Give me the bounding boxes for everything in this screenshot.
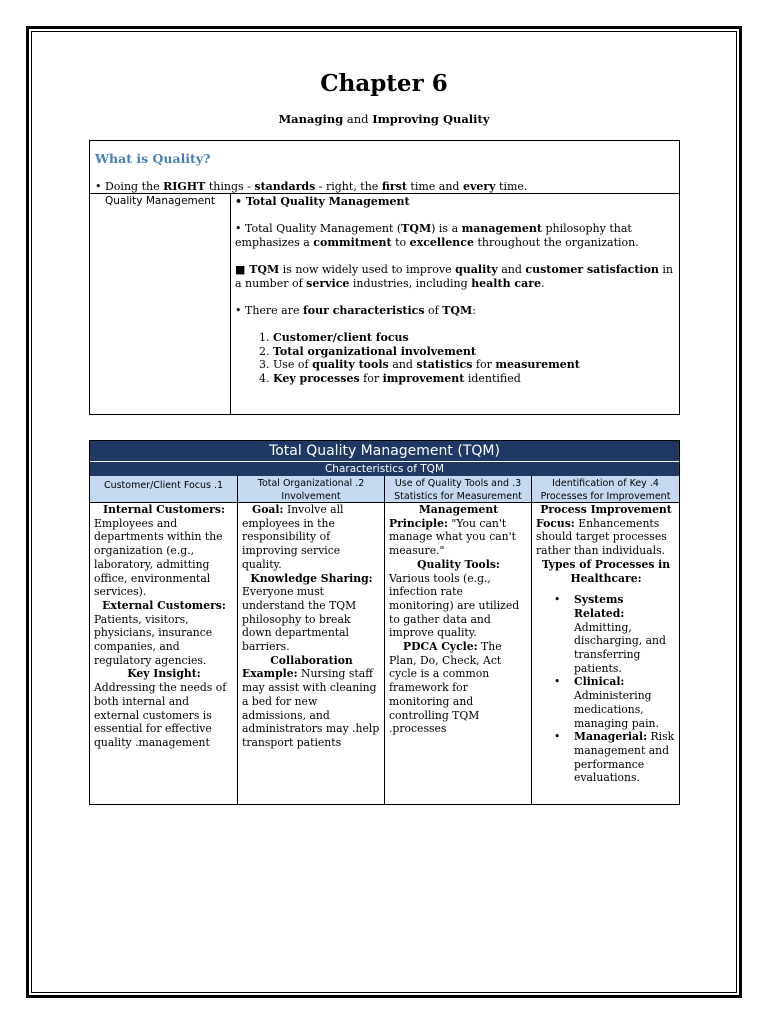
collaboration-text: Example: Nursing staff may assist with cleaning a bed for new admissions, and administrators may .help transport patients [242, 667, 380, 749]
quality-box-column-divider [230, 193, 231, 415]
organizational-involvement-cell [238, 503, 384, 750]
tqm-characteristics-intro: • There are four characteristics of TQM: [235, 303, 476, 317]
tqm-usage: ■ TQM is now widely used to improve quality and customer satisfaction in a number of service industries, including health care. [235, 262, 674, 290]
column-header-key-processes: Identification of Key .4 Processes for Improvement [532, 476, 679, 502]
list-item: • Systems Related: Admitting, discharging, and transferring patients. [554, 593, 666, 675]
customer-focus-cell [90, 503, 237, 750]
quality-box-divider [90, 193, 679, 194]
pdca-text: PDCA Cycle: The Plan, Do, Check, Act cycle is a common framework for monitoring and controlling TQM .processes [389, 640, 502, 736]
what-is-quality-heading: What is Quality? [95, 151, 211, 166]
list-item: • Clinical: Administering medications, managing pain. [554, 675, 659, 730]
tqm-characteristics-list [235, 331, 675, 385]
knowledge-sharing-heading: Knowledge Sharing: [250, 571, 373, 585]
tqm-heading-line: • Total Quality Management [235, 195, 410, 208]
column-header-quality-tools: Use of Quality Tools and .3 Statistics for Measurement [385, 476, 531, 502]
tqm-definition: • Total Quality Management (TQM) is a management philosophy that emphasizes a commitment to excellence throughout the organization. [235, 222, 639, 249]
quality-tools-text: Various tools (e.g., infection rate monitoring) are utilized to gather data and improve quality. [389, 571, 520, 640]
chapter-subtitle: Managing and Improving Quality [278, 112, 490, 126]
what-is-quality-box [89, 140, 680, 415]
management-principle-text: Principle: "You can't manage what you can't measure." [389, 516, 516, 558]
goal-text: Goal: Involve all employees in the responsibility of improving service quality. [242, 503, 344, 571]
process-improvement-text: Focus: Enhancements should target processes rather than individuals. [536, 516, 667, 558]
internal-customers-text: Employees and departments within the organization (e.g., laboratory, admitting office, environmental services). [94, 516, 223, 599]
list-item: 3. Use of quality tools and statistics for measurement [273, 358, 675, 372]
quality-tools-heading: Quality Tools: [417, 557, 500, 571]
table-title: Total Quality Management (TQM) [90, 441, 679, 461]
external-customers-heading: External Customers: [102, 598, 226, 612]
list-item: • Managerial: Risk management and performance evaluations. [554, 730, 675, 785]
quality-definition: • Doing the RIGHT things - standards - right, the first time and every time. [95, 180, 528, 193]
quality-management-content [235, 195, 675, 385]
external-customers-text: Patients, visitors, physicians, insurance companies, and regulatory agencies. [94, 612, 213, 667]
quality-tools-cell [385, 503, 531, 736]
column-header-organizational-involvement: Total Organizational .2 Involvement [238, 476, 384, 502]
knowledge-sharing-text: Everyone must understand the TQM philosophy to break down departmental barriers. [242, 585, 357, 654]
list-item: 1. Customer/client focus [273, 331, 675, 345]
table-subtitle: Characteristics of TQM [90, 461, 679, 476]
column-header-customer-focus: Customer/Client Focus .1 [90, 476, 237, 502]
process-improvement-heading: Process Improvement [540, 503, 672, 516]
collaboration-heading: Collaboration [270, 653, 353, 667]
quality-management-label: Quality Management [104, 195, 216, 207]
key-insight-heading: Key Insight: [127, 667, 201, 681]
internal-customers-heading: Internal Customers: [103, 503, 225, 516]
key-processes-cell [532, 503, 679, 785]
process-types-heading: Types of Processes in Healthcare: [541, 557, 671, 585]
process-types-list [536, 593, 676, 785]
management-principle-heading: Management [418, 503, 499, 516]
key-insight-text: Addressing the needs of both internal and external customers is essential for effective quality .management [94, 681, 227, 749]
list-item: 4. Key processes for improvement identified [273, 372, 675, 386]
chapter-title: Chapter 6 [320, 70, 448, 97]
list-item: 2. Total organizational involvement [273, 345, 675, 359]
tqm-characteristics-table [89, 440, 680, 805]
